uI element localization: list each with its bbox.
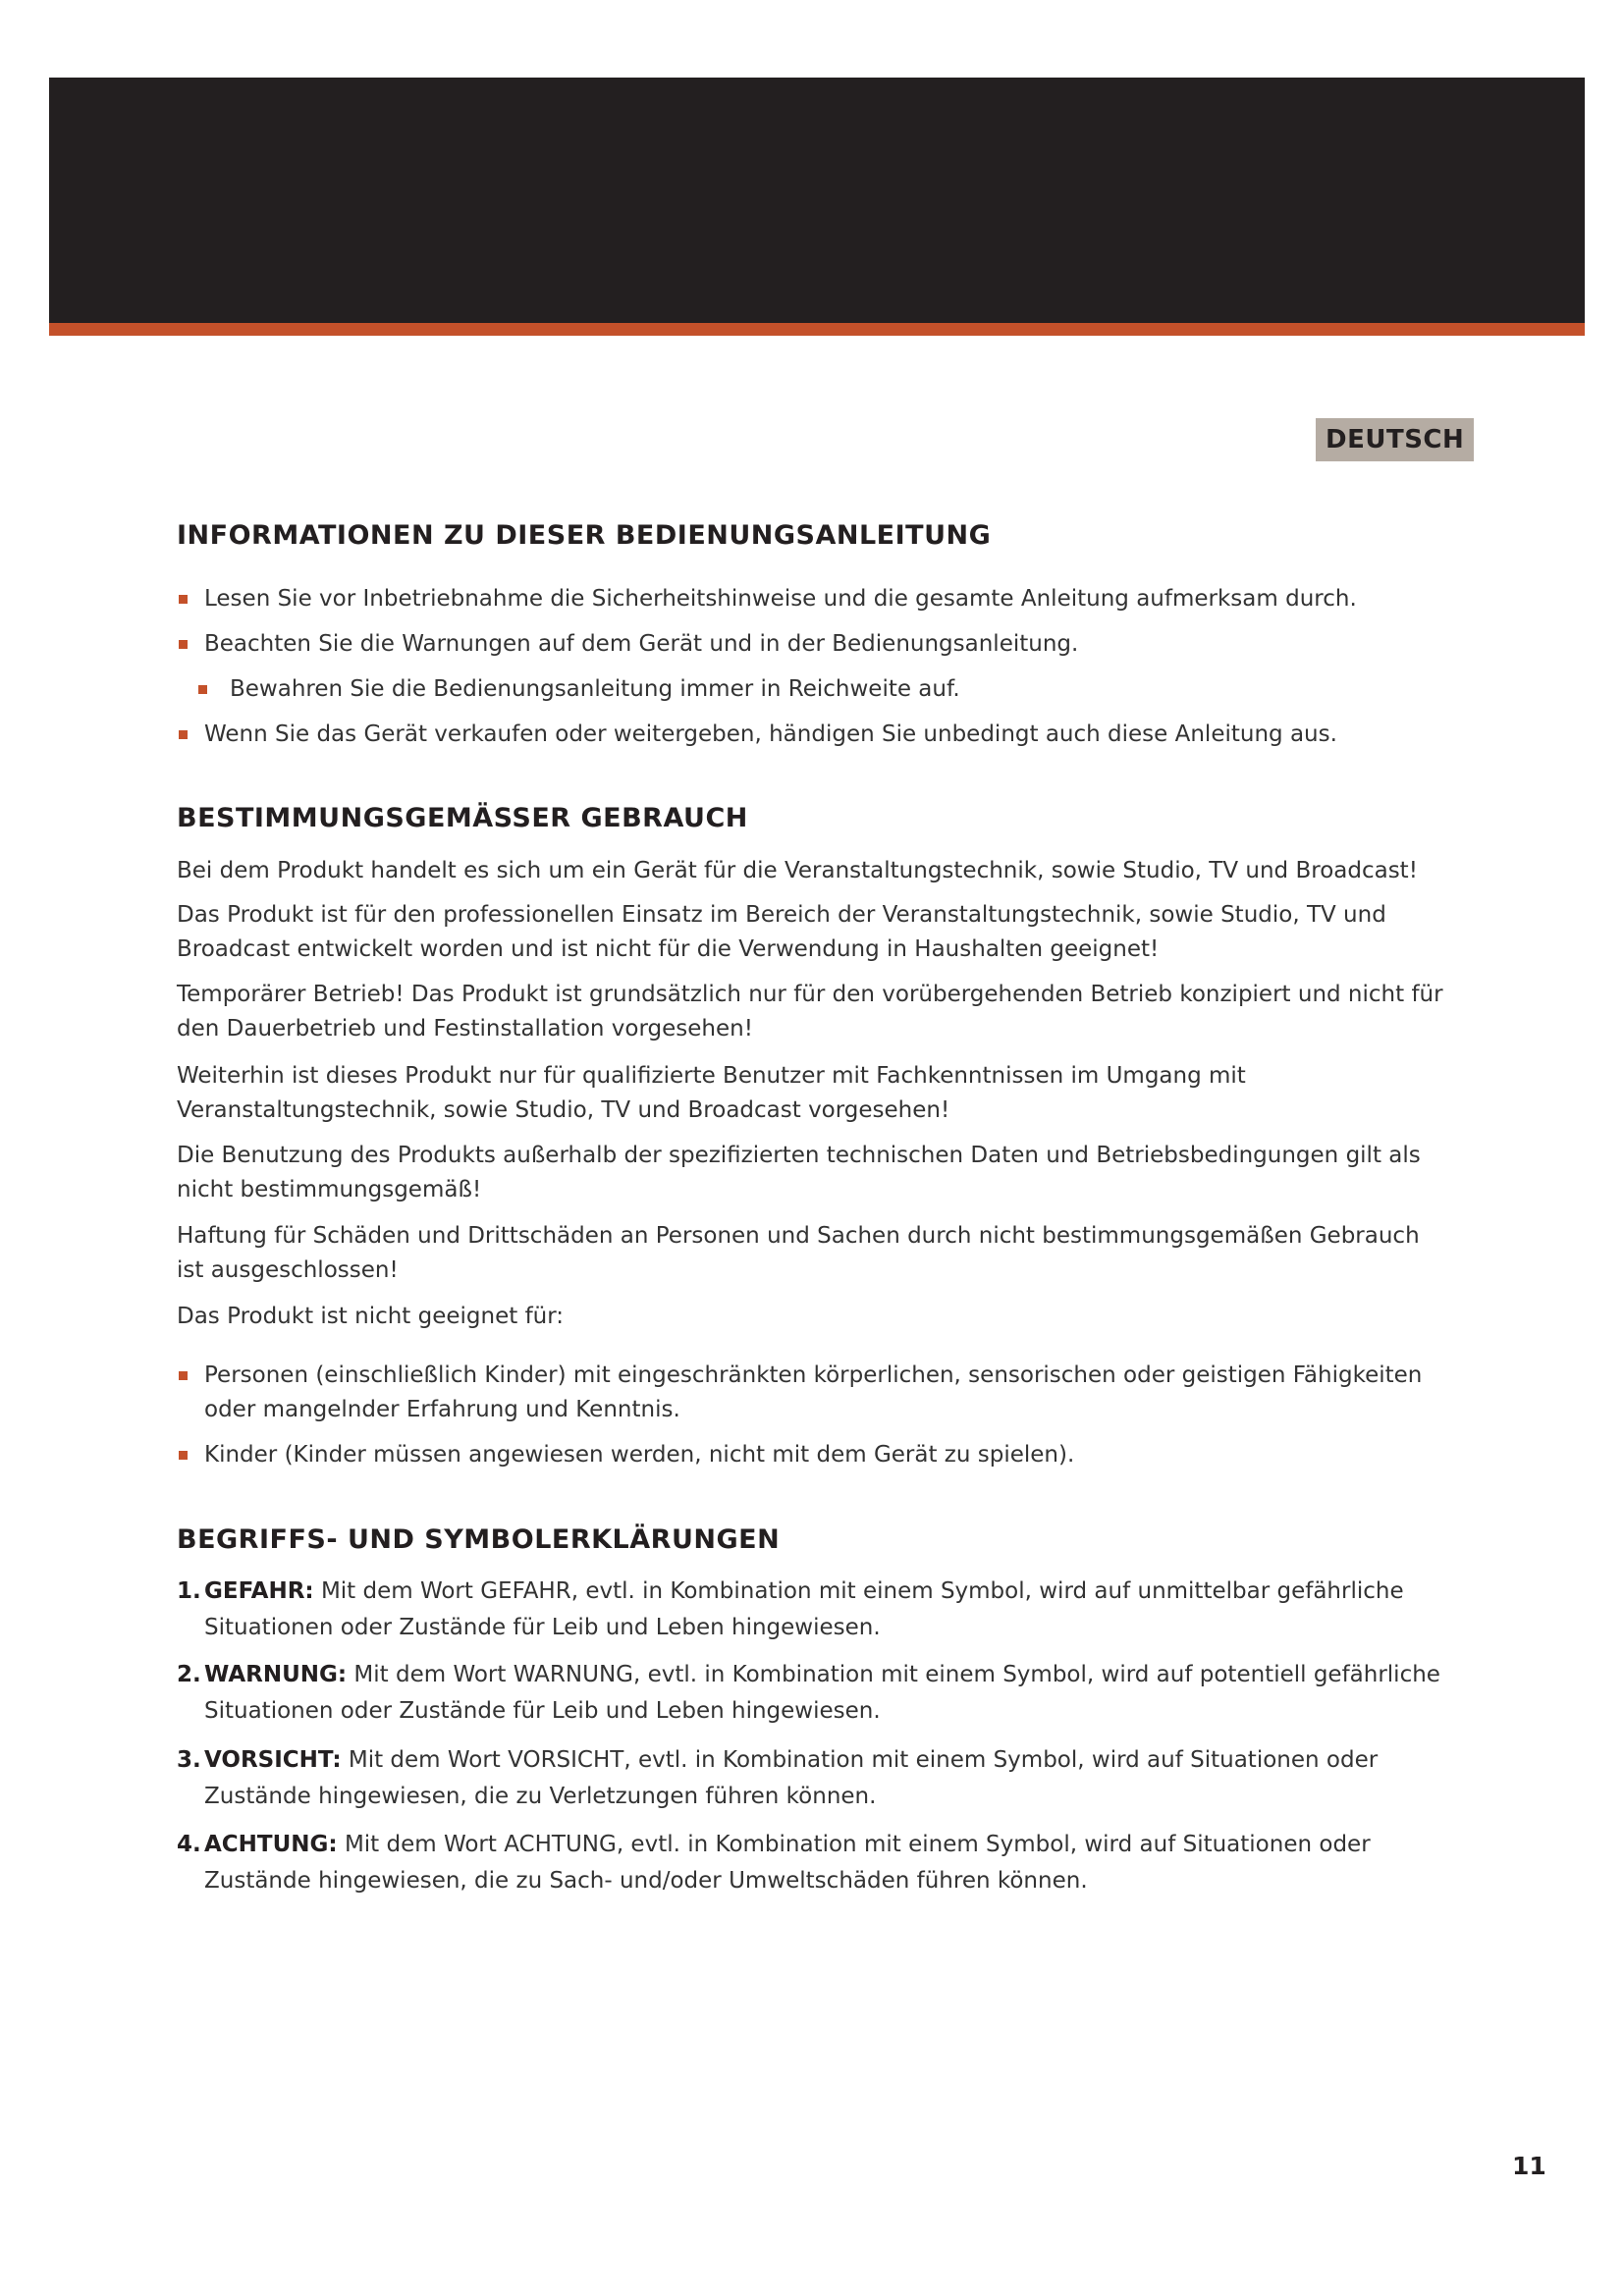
- bullet-square-icon: [179, 1451, 188, 1460]
- header-band: [49, 78, 1585, 323]
- list-item: Personen (einschließlich Kinder) mit eingeschränkten körperlichen, sensorischen oder geistigen Fähigkeiten oder mangelnder Erfahrung und Kenntnis.: [177, 1359, 1443, 1427]
- paragraph: Das Produkt ist nicht geeignet für:: [177, 1304, 565, 1329]
- bullet-square-icon: [198, 685, 207, 694]
- paragraph: Temporärer Betrieb! Das Produkt ist grundsätzlich nur für den vorübergehenden Betrieb konzipiert und nicht für den Dauerbetrieb und Festinstallation vorgesehen!: [177, 982, 1443, 1041]
- paragraph: Weiterhin ist dieses Produkt nur für qualifizierte Benutzer mit Fachkenntnissen im Umgang mit Veranstaltungstechnik, sowie Studio, TV und Broadcast vorgesehen!: [177, 1063, 1246, 1123]
- bullet-square-icon: [179, 595, 188, 604]
- paragraph: Bei dem Produkt handelt es sich um ein Gerät für die Veranstaltungstechnik, sowie Studio, TV und Broadcast!: [177, 858, 1418, 883]
- bullet-square-icon: [179, 730, 188, 739]
- paragraph: Haftung für Schäden und Drittschäden an Personen und Sachen durch nicht bestimmungsgemäßen Gebrauch ist ausgeschlossen!: [177, 1223, 1420, 1283]
- list-item: Bewahren Sie die Bedienungsanleitung immer in Reichweite auf.: [177, 672, 1443, 707]
- page-number: 11: [1512, 2152, 1546, 2180]
- list-item: Wenn Sie das Gerät verkaufen oder weitergeben, händigen Sie unbedingt auch diese Anleitung aus.: [177, 718, 1443, 752]
- numbered-item: 2. WARNUNG: Mit dem Wort WARNUNG, evtl. in Kombination mit einem Symbol, wird auf potentiell gefährliche Situationen oder Zustände für Leib und Leben hingewiesen.: [177, 1662, 1440, 1724]
- section-title-information: INFORMATIONEN ZU DIESER BEDIENUNGSANLEITUNG: [177, 520, 992, 551]
- numbered-item: 4. ACHTUNG: Mit dem Wort ACHTUNG, evtl. in Kombination mit einem Symbol, wird auf Situationen oder Zustände hingewiesen, die zu Sach- und/oder Umweltschäden führen können.: [177, 1832, 1371, 1894]
- language-tag: DEUTSCH: [1316, 418, 1474, 461]
- numbered-item: 3. VORSICHT: Mit dem Wort VORSICHT, evtl. in Kombination mit einem Symbol, wird auf Situationen oder Zustände hingewiesen, die zu Verletzungen führen können.: [177, 1747, 1379, 1809]
- list-item: Lesen Sie vor Inbetriebnahme die Sicherheitshinweise und die gesamte Anleitung aufmerksam durch.: [177, 582, 1443, 616]
- paragraph: Das Produkt ist für den professionellen Einsatz im Bereich der Veranstaltungstechnik, sowie Studio, TV und Broadcast entwickelt worden und ist nicht für die Verwendung in Haushalten geeignet!: [177, 902, 1386, 962]
- list-item: Beachten Sie die Warnungen auf dem Gerät und in der Bedienungsanleitung.: [177, 627, 1443, 662]
- numbered-item: 1. GEFAHR: Mit dem Wort GEFAHR, evtl. in Kombination mit einem Symbol, wird auf unmittelbar gefährliche Situationen oder Zustände für Leib und Leben hingewiesen.: [177, 1578, 1404, 1640]
- paragraph: Die Benutzung des Produkts außerhalb der spezifizierten technischen Daten und Betriebsbedingungen gilt als nicht bestimmungsgemäß!: [177, 1143, 1421, 1202]
- bullet-square-icon: [179, 1371, 188, 1380]
- section-title-intended-use: BESTIMMUNGSGEMÄSSER GEBRAUCH: [177, 803, 748, 833]
- section-title-terms-symbols: BEGRIFFS- UND SYMBOLERKLÄRUNGEN: [177, 1524, 781, 1555]
- header-accent-line: [49, 323, 1585, 336]
- bullet-square-icon: [179, 640, 188, 649]
- list-item: Kinder (Kinder müssen angewiesen werden, nicht mit dem Gerät zu spielen).: [177, 1438, 1443, 1472]
